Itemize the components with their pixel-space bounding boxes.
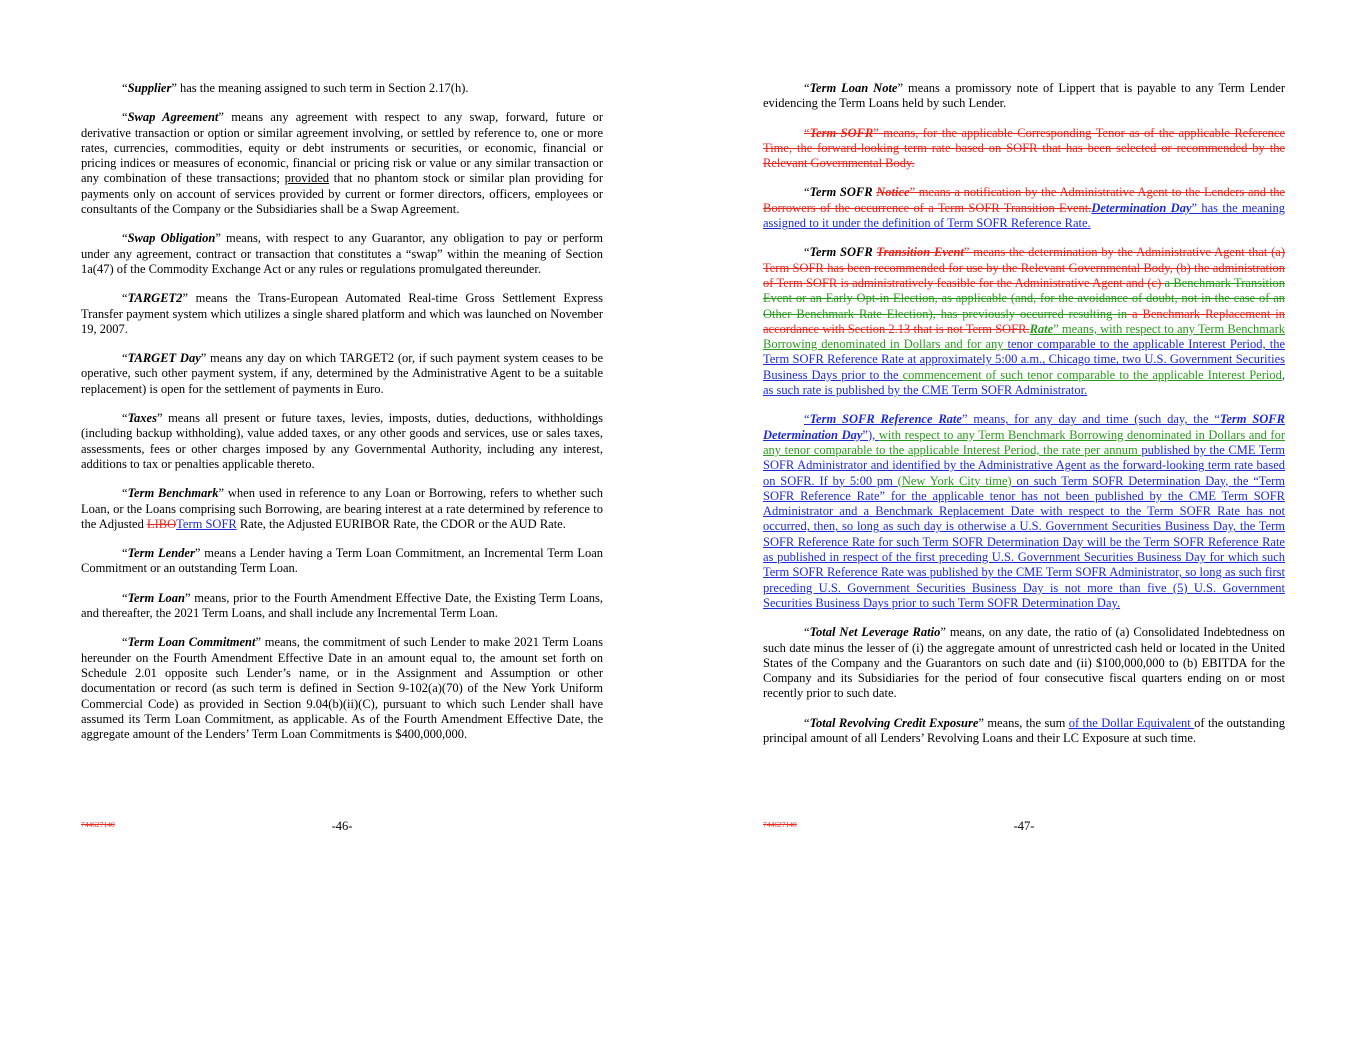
- definition-supplier: “Supplier” has the meaning assigned to such term in Section 2.17(h).: [122, 81, 469, 95]
- defined-term: Term Loan Note: [809, 81, 898, 95]
- page-47: [763, 0, 1285, 760]
- definition-total-net-leverage-ratio: “Total Net Leverage Ratio” means, on any date, the ratio of (a) Consolidated Indebtedness on such date minus the lesser of (i) the aggregate amount of unrestricted cash held or located in the United States of the Company and the Guarantors on such date and (ii) $100,000,000 to (b) EBITDA for the Company and its Subsidiaries for the period of four consecutive fiscal quarters ending on or most recently prior to such date.: [763, 625, 1285, 701]
- deleted-text: LIBO: [146, 516, 177, 531]
- page-47-footer: [763, 818, 1285, 838]
- inserted-text: ” means, for any day and time (such day, the “: [961, 412, 1220, 427]
- moved-text: ” means, with respect to any Term Benchmark Borrowing denominated in Dollars and for any: [763, 321, 1285, 352]
- defined-term: Swap Agreement: [127, 110, 219, 125]
- page-46-footer: [81, 818, 603, 838]
- document-id: 744627140: [763, 820, 797, 829]
- defined-term: TARGET2: [127, 291, 183, 306]
- page-46: [81, 0, 603, 756]
- inserted-text: of the Dollar Equivalent: [1068, 715, 1195, 730]
- defined-term: Total Revolving Credit Exposure: [809, 715, 979, 730]
- inserted-text: on such Term SOFR Determination Day, the “Term SOFR Reference Rate” for the applicable tenor has not been published by the CME Term SOFR Administrator and a Benchmark Replacement Date with respect to the Term SOFR Rate has not occurred, then, so long as such day is otherwise a U.S. Government Securities Business Day, the Term SOFR Reference Rate for such Term SOFR Determination Day will be the Term SOFR Reference Rate as published in respect of the first preceding U.S. Government Securities Business Day for which such Term SOFR Reference Rate was published by the CME Term SOFR Administrator, so long as such first preceding U.S. Government Securities Business Day is not more than five (5) U.S. Government Securities Business Days prior to such Term SOFR Determination Day.: [763, 473, 1286, 610]
- page-number: -46-: [331, 819, 353, 833]
- definition-term-sofr-deleted: “Term SOFR” means, for the applicable Corresponding Tenor as of the applicable Reference Time, the forward-looking term rate based on SOFR that has been selected or recommended by the Relevant Governmental Body.: [763, 125, 1285, 171]
- definition-target2: “TARGET2” means the Trans-European Automated Real-time Gross Settlement Express Transfer payment system which utilizes a single shared platform and which was launched on November 19, 2007.: [81, 291, 603, 336]
- definition-term-benchmark: “Term Benchmark” when used in reference to any Loan or Borrowing, refers to whether such Loan, or the Loans comprising such Borrowing, are bearing interest at a rate determined by reference to the Adjusted LIBOTerm SOFR Rate, the Adjusted EURIBOR Rate, the CDOR or the AUD Rate.: [81, 486, 603, 531]
- definition-target-day: “TARGET Day” means any day on which TARGET2 (or, if such payment system ceases to be operative, such other payment system, if any, determined by the Administrative Agent to be a suitable replacement) is open for the settlement of payments in Euro.: [81, 351, 603, 396]
- definition-taxes: “Taxes” means all present or future taxes, levies, imposts, duties, deductions, withholdings (including backup withholding), value added taxes, or any other goods and services, use or sales taxes, assessments, fees or other charges imposed by any Governmental Authority, including any interest, additions to tax or penalties applicable thereto.: [81, 411, 603, 471]
- inserted-text: Term SOFR: [176, 516, 237, 531]
- defined-term: Supplier: [127, 81, 172, 95]
- provided-underlined: provided: [284, 171, 330, 186]
- page-number: -47-: [1013, 819, 1035, 833]
- defined-term: Term SOFR: [809, 185, 877, 200]
- deleted-text: ” means a notification by the Administrative Agent to the Lenders and the Borrowers of the occurrence of a Term SOFR Transition Event.: [763, 185, 1286, 215]
- defined-term: Term Lender: [127, 546, 195, 561]
- inserted-text: ” has the meaning assigned to it under the definition of Term SOFR Reference Rate.: [763, 200, 1285, 231]
- definition-term-sofr-rate: “Term SOFR Transition Event” means the determination by the Administrative Agent that (a) Term SOFR has been recommended for use by the Relevant Governmental Body, (b) the administration of Term SOFR is administratively feasible for the Administrative Agent and (c) a Benchmark Transition Event or an Early Opt-in Election, as applicable (and, for the avoidance of doubt, not in the case of an Other Benchmark Rate Election), has previously occurred resulting in a Benchmark Replacement in accordance with Section 2.13 that is not Term SOFR.Rate” means, with respect to any Term Benchmark Borrowing denominated in Dollars and for any tenor comparable to the applicable Interest Period, the Term SOFR Reference Rate at approximately 5:00 a.m., Chicago time, two U.S. Government Securities Business Days prior to the commencement of such tenor comparable to the applicable Interest Period, as such rate is published by the CME Term SOFR Administrator.: [763, 245, 1285, 398]
- defined-term: Total Net Leverage Ratio: [809, 625, 941, 640]
- definition-term-sofr-determination-day: “Term SOFR Notice” means a notification by the Administrative Agent to the Lenders and the Borrowers of the occurrence of a Term SOFR Transition Event.Determination Day” has the meaning assigned to it under the definition of Term SOFR Reference Rate.: [763, 185, 1286, 231]
- definition-swap-obligation: “Swap Obligation” means, with respect to any Guarantor, any obligation to pay or perform under any agreement, contract or transaction that constitutes a “swap” within the meaning of Section 1a(47) of the Commodity Exchange Act or any rules or regulations promulgated thereunder.: [81, 231, 603, 276]
- inserted-text: , as such rate is published by the CME Term SOFR Administrator.: [763, 367, 1285, 398]
- inserted-text: published by the CME Term SOFR Administrator and identified by the Administrative Agent as the forward-looking term rate based on SOFR. If by 5:00 pm: [763, 442, 1285, 488]
- definition-term-loan-commitment: “Term Loan Commitment” means, the commitment of such Lender to make 2021 Term Loans hereunder on the Fourth Amendment Effective Date in an amount equal to, the amount set forth on Schedule 2.01 opposite such Lender’s name, or in the Assignment and Assumption or other documentation or record (as such term is defined in Section 9-102(a)(70) of the New York Uniform Commercial Code) as provided in Section 9.04(b)(ii)(C), pursuant to which such Lender shall have assumed its Term Loan Commitment, as applicable. As of the Fourth Amendment Effective Date, the aggregate amount of the Lenders’ Term Loan Commitments is $400,000,000.: [81, 635, 603, 742]
- defined-term: Term SOFR: [809, 245, 877, 260]
- defined-term: Taxes: [127, 411, 157, 426]
- defined-term: Swap Obligation: [127, 231, 216, 246]
- document-id: 744627140: [81, 820, 115, 829]
- definition-term-lender: “Term Lender” means a Lender having a Term Loan Commitment, an Incremental Term Loan Commitment or an outstanding Term Loan.: [81, 546, 603, 576]
- inserted-term: Term SOFR Determination Day: [763, 412, 1285, 442]
- definition-term-loan: “Term Loan” means, prior to the Fourth Amendment Effective Date, the Existing Term Loans, and thereafter, the 2021 Term Loans, and shall include any Incremental Term Loan.: [81, 590, 604, 621]
- definition-total-revolving-credit-exposure: “Total Revolving Credit Exposure” means, the sum of the Dollar Equivalent of the outstanding principal amount of all Lenders’ Revolving Loans and their LC Exposure at such time.: [763, 715, 1285, 745]
- defined-term: Term Loan: [127, 590, 186, 605]
- inserted-text: tenor comparable to the applicable Interest Period, the Term SOFR Reference Rate at approximately 5:00 a.m., Chicago time, two U.S. Government Securities Business Days prior to the: [763, 337, 1285, 382]
- defined-term: TARGET Day: [127, 351, 201, 366]
- defined-term: Term Loan Commitment: [127, 635, 256, 650]
- moved-text: commencement of such tenor comparable to the applicable Interest Period: [902, 367, 1282, 382]
- deleted-term: Notice: [876, 185, 910, 200]
- inserted-term: Term SOFR Reference Rate: [809, 412, 962, 427]
- deleted-text: a Benchmark Replacement in accordance with Section 2.13 that is not Term SOFR.: [763, 306, 1285, 336]
- deleted-text: ” means the determination by the Administrative Agent that (a) Term SOFR has been recommended for use by the Relevant Governmental Body, (b) the administration of Term SOFR is administratively feasible for the Administrative Agent and (c): [763, 245, 1285, 290]
- moved-text: with respect to any Term Benchmark Borrowing denominated in Dollars and for any tenor comparable to the applicable Interest Period, the rate per annum: [763, 427, 1285, 457]
- inserted-term: Determination Day: [1091, 200, 1192, 215]
- deleted-term: Transition Event: [876, 245, 964, 260]
- defined-term: Term Benchmark: [127, 486, 219, 501]
- moved-term: Rate: [1029, 321, 1054, 336]
- definition-swap-agreement: “Swap Agreement” means any agreement with respect to any swap, forward, future or derivative transaction or option or similar agreement involving, or settled by reference to, one or more rates, currencies, commodities, equity or debt instruments or securities, or economic, financial or pricing indices or measures of economic, financial or pricing risk or value or any similar transaction or any combination of these transactions; provided that no phantom stock or similar plan providing for payments only on account of services provided by current or former directors, officers, employees or consultants of the Company or the Subsidiaries shall be a Swap Agreement.: [81, 110, 604, 217]
- definition-term-loan-note: “Term Loan Note” means a promissory note of Lippert that is payable to any Term Lender evidencing the Term Loans held by such Lender.: [763, 81, 1285, 111]
- inserted-text: ”),: [862, 427, 879, 442]
- moved-deleted-text: a Benchmark Transition Event or an Early Opt-in Election, as applicable (and, for the avoidance of doubt, not in the case of an Other Benchmark Rate Election), has previously occurred resulting in: [763, 275, 1285, 321]
- definition-term-sofr-reference-rate: “Term SOFR Reference Rate” means, for any day and time (such day, the “Term SOFR Determination Day”), with respect to any Term Benchmark Borrowing denominated in Dollars and for any tenor comparable to the applicable Interest Period, the rate per annum published by the CME Term SOFR Administrator and identified by the Administrative Agent as the forward-looking term rate based on SOFR. If by 5:00 pm (New York City time) on such Term SOFR Determination Day, the “Term SOFR Reference Rate” for the applicable tenor has not been published by the CME Term SOFR Administrator and a Benchmark Replacement Date with respect to the Term SOFR Rate has not occurred, then, so long as such day is otherwise a U.S. Government Securities Business Day, the Term SOFR Reference Rate for such Term SOFR Determination Day will be the Term SOFR Reference Rate as published in respect of the first preceding U.S. Government Securities Business Day for which such Term SOFR Reference Rate was published by the CME Term SOFR Administrator, so long as such first preceding U.S. Government Securities Business Day is not more than five (5) U.S. Government Securities Business Days prior to such Term SOFR Determination Day.: [763, 412, 1286, 610]
- defined-term: Term SOFR: [809, 125, 874, 140]
- moved-text: (New York City time): [897, 473, 1012, 488]
